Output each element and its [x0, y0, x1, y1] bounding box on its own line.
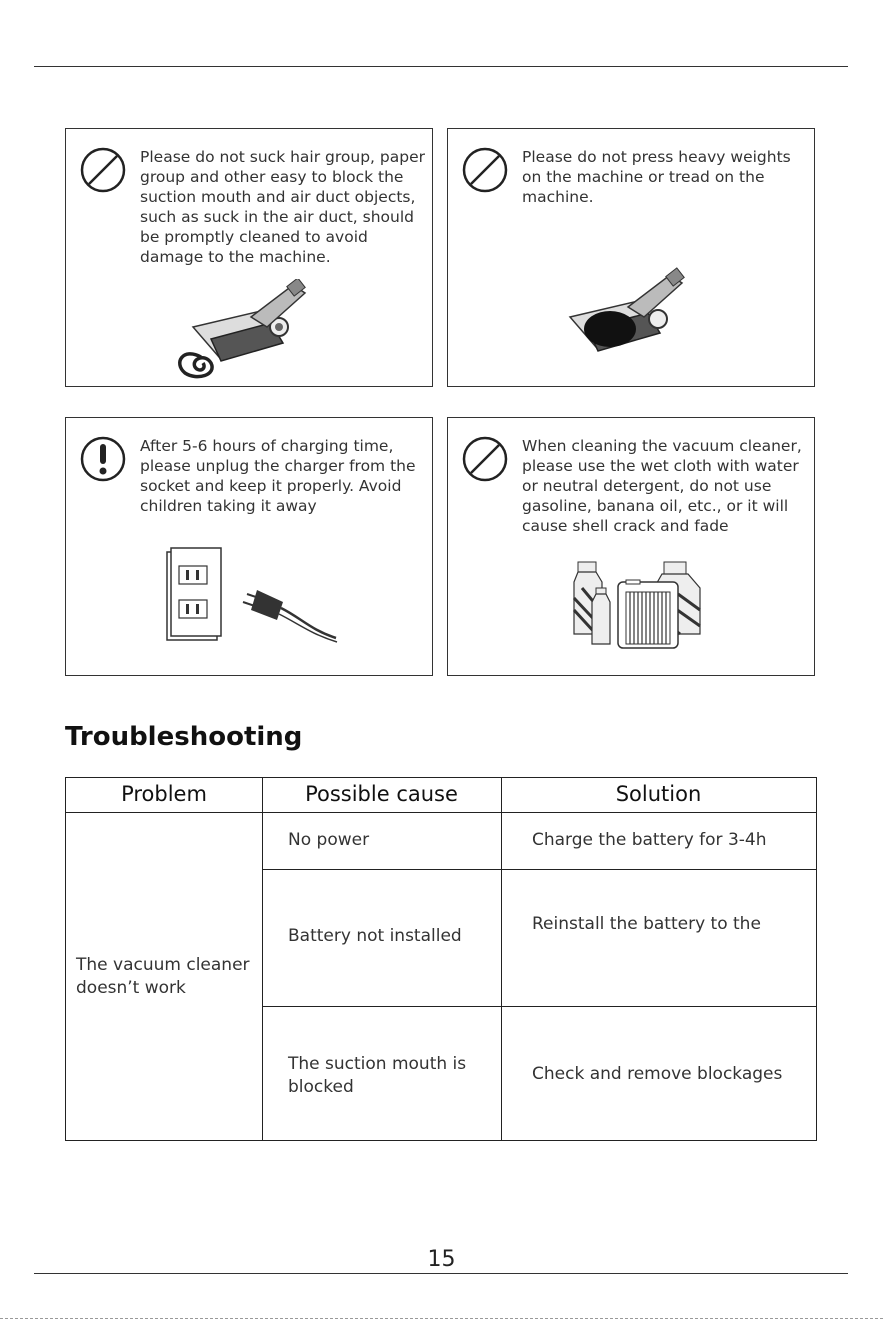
table-divider — [262, 869, 816, 870]
section-heading: Troubleshooting — [65, 722, 303, 752]
warning-text: Please do not suck hair group, paper group and other easy to block the suction mouth and air duct objects, such as suck in the air duct, should be promptly cleaned to avoid damage to the machine. — [140, 148, 425, 266]
cause-cell: The suction mouth is blocked — [288, 1054, 467, 1097]
table-divider — [262, 778, 263, 1140]
floor-brush-hair-illustration — [171, 279, 331, 379]
warning-text: When cleaning the vacuum cleaner, please use the wet cloth with water or neutral detergent, do not use gasoline, banana oil, etc., or it will cause shell crack and fade — [522, 437, 802, 535]
warning-panel-cleaning — [447, 417, 815, 676]
prohibited-icon — [462, 147, 508, 193]
solution-cell: Charge the battery for 3-4h — [532, 830, 767, 850]
page-edge — [0, 1318, 883, 1319]
caution-icon — [80, 436, 126, 482]
page-number: 15 — [427, 1247, 456, 1272]
table-divider — [501, 778, 502, 1140]
table-divider — [66, 812, 816, 813]
cleaning-products-illustration — [570, 558, 710, 653]
troubleshooting-table — [65, 777, 817, 1141]
prohibited-icon — [80, 147, 126, 193]
problem-cell: The vacuum cleaner doesn’t work — [76, 955, 250, 998]
prohibited-icon — [462, 436, 508, 482]
caution-panel-charging — [65, 417, 433, 676]
warning-panel-weight — [447, 128, 815, 387]
socket-plug-illustration — [161, 546, 351, 646]
warning-panel-hair — [65, 128, 433, 387]
solution-cell: Check and remove blockages — [532, 1064, 783, 1084]
header-rule — [34, 66, 848, 67]
caution-text: After 5-6 hours of charging time, please unplug the charger from the socket and keep it properly. Avoid children taking it away — [140, 437, 416, 515]
warning-text: Please do not press heavy weights on the machine or tread on the machine. — [522, 148, 791, 206]
column-header-cause: Possible cause — [305, 782, 458, 806]
column-header-solution: Solution — [615, 782, 702, 806]
solution-cell: Reinstall the battery to the — [532, 914, 761, 934]
cause-cell: No power — [288, 830, 370, 850]
table-divider — [262, 1006, 816, 1007]
footer-rule — [34, 1273, 848, 1274]
floor-brush-weight-illustration — [558, 267, 708, 367]
cause-cell: Battery not installed — [288, 926, 462, 946]
column-header-problem: Problem — [121, 782, 207, 806]
